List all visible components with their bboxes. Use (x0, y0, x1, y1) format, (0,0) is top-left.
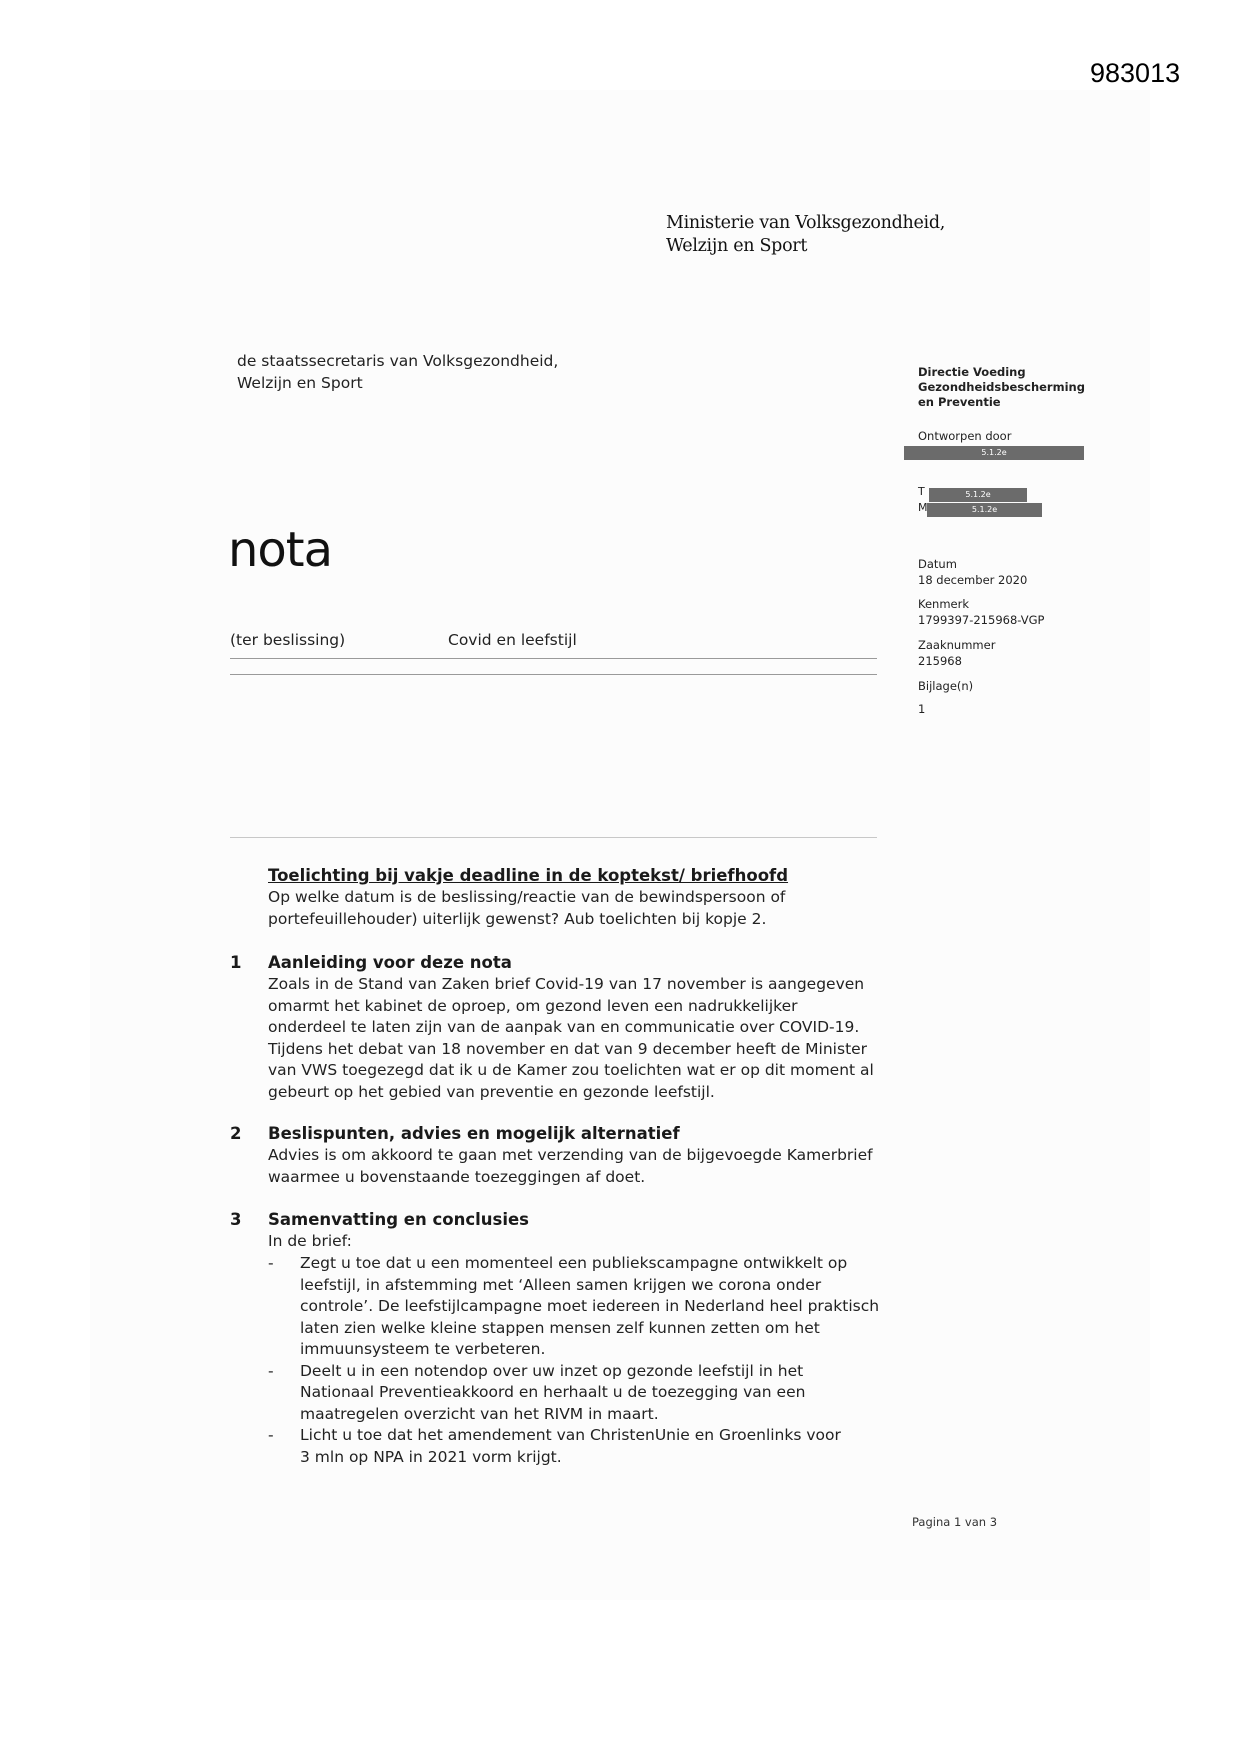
directorate-line-1: Directie Voeding (918, 365, 1026, 379)
attachments-label: Bijlage(n) (918, 679, 974, 693)
section-1-text (268, 974, 908, 1103)
bullet-dash: - (268, 1426, 274, 1444)
date-value: 18 december 2020 (918, 573, 1028, 587)
section-1-title: Aanleiding voor deze nota (268, 953, 512, 972)
redaction-designed-by: 5.1.2e (904, 446, 1084, 460)
section-1-line: gebeurt op het gebied van preventie en gezonde leefstijl. (268, 1082, 715, 1101)
case-number-label: Zaaknummer (918, 638, 996, 652)
reference-value: 1799397-215968-VGP (918, 613, 1045, 627)
bullet-line: Nationaal Preventieakkoord en herhaalt u de toezegging van een (300, 1383, 806, 1401)
bullet-line: Licht u toe dat het amendement van ChristenUnie en Groenlinks voor (300, 1426, 841, 1444)
ministry-line-2: Welzijn en Sport (666, 236, 808, 256)
bullet-line: Deelt u in een notendop over uw inzet op gezonde leefstijl in het (300, 1361, 804, 1380)
bullet-line: controle’. De leefstijlcampagne moet iedereen in Nederland heel praktisch (300, 1297, 880, 1315)
reference-label: Kenmerk (918, 597, 969, 611)
section-3-text: In de brief: (268, 1232, 352, 1250)
bullet-line: 3 mln op NPA in 2021 vorm krijgt. (300, 1447, 562, 1466)
section-1-line: Zoals in de Stand van Zaken brief Covid-19 van 17 november is aangegeven (268, 975, 865, 993)
section-3-bullets (268, 1253, 908, 1468)
section-3-title: Samenvatting en conclusies (268, 1210, 529, 1229)
bullet-item (268, 1425, 908, 1468)
document-number: 983013 (1090, 58, 1181, 88)
divider-top (230, 658, 877, 659)
section-1-line: onderdeel te laten zijn van de aanpak van en communicatie over COVID-19. (268, 1018, 860, 1036)
section-2-line: Advies is om akkoord te gaan met verzending van de bijgevoegde Kamerbrief (268, 1146, 873, 1164)
sidebar-directorate (918, 365, 1085, 410)
page-number: Pagina 1 van 3 (912, 1515, 998, 1529)
mobile-label: M (918, 501, 928, 514)
ministry-line-1: Ministerie van Volksgezondheid, (666, 213, 946, 233)
section-2-number: 2 (230, 1124, 242, 1143)
directorate-line-2: Gezondheidsbescherming (918, 380, 1085, 394)
subject-title: Covid en leefstijl (448, 631, 577, 649)
addressee (237, 350, 558, 394)
addressee-line-2: Welzijn en Sport (237, 374, 363, 392)
intro-title: Toelichting bij vakje deadline in de koptekst/ briefhoofd (268, 866, 789, 885)
section-1-number: 1 (230, 953, 242, 972)
bullet-line: leefstijl, in afstemming met ‘Alleen samen krijgen we corona onder (300, 1275, 822, 1294)
section-1-line: Tijdens het debat van 18 november en dat van 9 december heeft de Minister (268, 1039, 868, 1058)
section-2-line: waarmee u bovenstaande toezeggingen af doet. (268, 1167, 646, 1186)
divider-second (230, 674, 877, 675)
section-1-line: van VWS toegezegd dat ik u de Kamer zou toelichten wat er op dit moment al (268, 1061, 874, 1079)
document-type: nota (228, 522, 333, 578)
directorate-line-3: en Preventie (918, 395, 1001, 409)
section-2-text (268, 1145, 908, 1188)
attachments-value: 1 (918, 702, 926, 716)
redaction-mobile: 5.1.2e (927, 503, 1042, 517)
intro-text (268, 887, 908, 930)
date-label: Datum (918, 557, 957, 571)
phone-label: T (918, 485, 925, 498)
section-1-line: omarmt het kabinet de oproep, om gezond leven een nadrukkelijker (268, 996, 798, 1015)
section-2-title: Beslispunten, advies en mogelijk alternatief (268, 1124, 680, 1143)
subject-purpose: (ter beslissing) (230, 631, 346, 649)
addressee-line-1: de staatssecretaris van Volksgezondheid, (237, 352, 559, 370)
case-number-value: 215968 (918, 654, 962, 668)
intro-line: Op welke datum is de beslissing/reactie van de bewindspersoon of (268, 888, 786, 906)
ministry-logo-text (666, 212, 945, 258)
bullet-line: immuunsysteem te verbeteren. (300, 1340, 546, 1358)
bullet-line: Zegt u toe dat u een momenteel een publiekscampagne ontwikkelt op (300, 1254, 848, 1272)
bullet-item (268, 1361, 908, 1426)
bullet-item (268, 1253, 908, 1361)
redaction-phone: 5.1.2e (929, 488, 1027, 502)
section-3-number: 3 (230, 1210, 242, 1229)
bullet-dash: - (268, 1361, 274, 1380)
divider-body (230, 837, 877, 838)
intro-line: portefeuillehouder) uiterlijk gewenst? Aub toelichten bij kopje 2. (268, 909, 767, 928)
designed-by-label: Ontworpen door (918, 429, 1012, 443)
bullet-line: maatregelen overzicht van het RIVM in maart. (300, 1404, 659, 1423)
bullet-line: laten zien welke kleine stappen mensen zelf kunnen zetten om het (300, 1318, 820, 1337)
bullet-dash: - (268, 1254, 274, 1272)
